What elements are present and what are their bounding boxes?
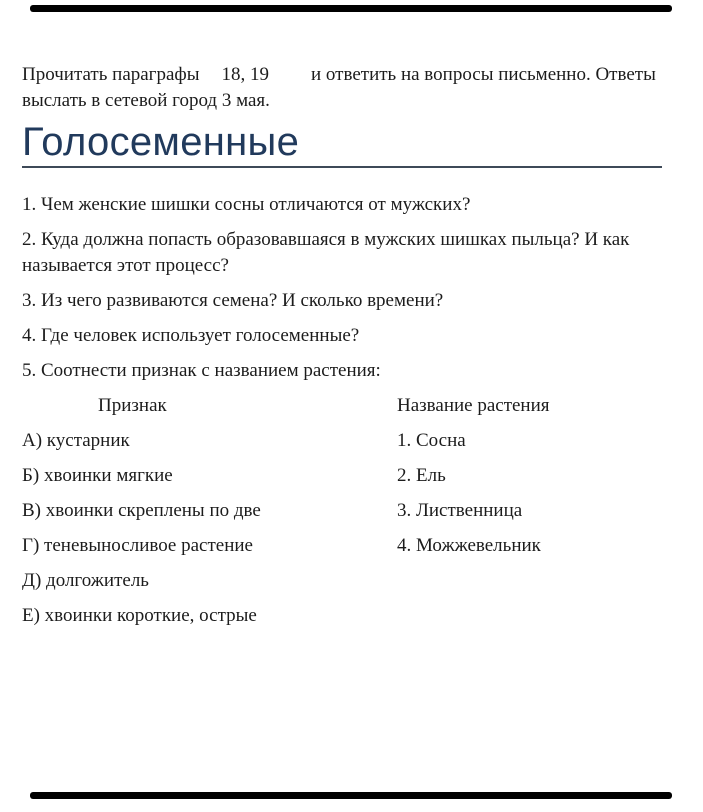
- matching-row-v: [22, 498, 662, 524]
- question-3: 3. Из чего развиваются семена? И сколько времени?: [22, 290, 444, 311]
- question-1: 1. Чем женские шишки сосны отличаются от мужских?: [22, 194, 471, 215]
- feature-cell-e: Е) хвоинки короткие, острые: [22, 605, 257, 626]
- plant-cell-2: 2. Ель: [397, 465, 446, 486]
- matching-table: [22, 393, 662, 629]
- document-content: [22, 0, 662, 638]
- matching-row-g: [22, 533, 662, 559]
- question-4: 4. Где человек использует голосеменные?: [22, 325, 360, 346]
- question-5: 5. Соотнести признак с названием растения:: [22, 360, 381, 381]
- feature-cell-b: Б) хвоинки мягкие: [22, 465, 173, 486]
- page-edge-bottom: [30, 792, 672, 799]
- matching-row-b: [22, 463, 662, 489]
- plant-cell-4: 4. Можжевельник: [397, 535, 541, 556]
- assignment-instructions: [22, 62, 662, 114]
- matching-row-d: [22, 568, 662, 594]
- column-header-feature: Признак: [98, 395, 167, 416]
- page-title: Голосеменные: [22, 122, 662, 168]
- instructions-rest: и ответить на вопросы письменно. Ответы выслать в сетевой город 3 мая.: [22, 64, 656, 111]
- matching-row-e: [22, 603, 662, 629]
- feature-cell-d: Д) долгожитель: [22, 570, 149, 591]
- matching-row-a: [22, 428, 662, 454]
- paragraph-numbers: 18, 19: [221, 64, 269, 85]
- feature-cell-g: Г) теневыносливое растение: [22, 535, 253, 556]
- matching-header-row: [22, 393, 662, 419]
- instructions-lead: Прочитать параграфы: [22, 64, 200, 85]
- plant-cell-3: 3. Лиственница: [397, 500, 523, 521]
- plant-cell-empty-2: [397, 603, 662, 629]
- plant-cell-1: 1. Сосна: [397, 430, 466, 451]
- plant-cell-empty-1: [397, 568, 662, 594]
- questions-list: [22, 192, 662, 384]
- column-header-plant-name: Название растения: [397, 395, 550, 416]
- feature-cell-v: В) хвоинки скреплены по две: [22, 500, 261, 521]
- question-2: 2. Куда должна попасть образовавшаяся в мужских шишках пыльца? И как называется этот процесс?: [22, 229, 630, 276]
- feature-cell-a: А) кустарник: [22, 430, 130, 451]
